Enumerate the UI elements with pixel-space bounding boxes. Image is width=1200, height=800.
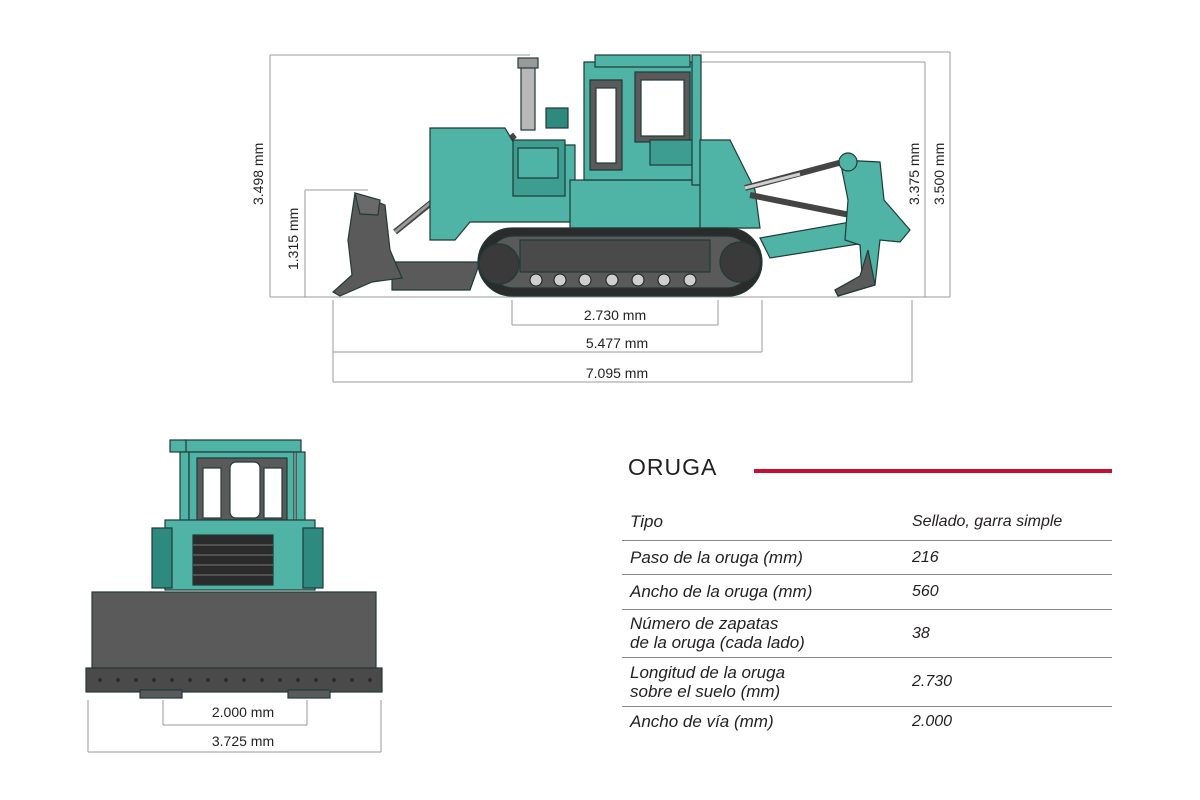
bulldozer-side-icon [333, 55, 910, 296]
table-row [622, 540, 1112, 574]
spec-label: Paso de la oruga (mm) [630, 547, 803, 567]
dim-total-length: 7.095 mm [585, 365, 649, 381]
spec-value: 216 [912, 548, 939, 566]
table-row [622, 503, 1112, 540]
spec-label: Tipo [630, 511, 663, 531]
spec-label: Ancho de vía (mm) [630, 711, 774, 731]
spec-value: 560 [912, 583, 939, 600]
dim-length-no-ripper: 5.477 mm [585, 335, 649, 351]
spec-title-rule [754, 469, 1112, 473]
table-row [622, 574, 1112, 609]
dim-cab-height: 3.375 mm [906, 142, 922, 205]
spec-value: Sellado, garra simple [912, 512, 1063, 530]
spec-label: Longitud de la oruga sobre el suelo (mm) [630, 662, 786, 701]
spec-label: Número de zapatas de la oruga (cada lado) [630, 614, 805, 652]
spec-value: 2.000 [912, 712, 953, 730]
dim-overall-height: 3.498 mm [250, 142, 266, 205]
dim-track-gauge: 2.000 mm [211, 704, 275, 720]
dim-total-height: 3.500 mm [931, 142, 947, 205]
table-row [622, 706, 1112, 736]
table-row [622, 657, 1112, 706]
spec-section-title: ORUGA [628, 454, 718, 480]
track-spec-table [622, 503, 1112, 736]
dim-blade-height: 1.315 mm [285, 207, 301, 270]
spec-value: 2.730 [912, 673, 953, 690]
spec-value: 38 [912, 624, 930, 642]
dim-blade-width: 3.725 mm [211, 733, 275, 749]
bulldozer-front-icon [86, 440, 382, 698]
dim-ground-track: 2.730 mm [583, 307, 647, 323]
spec-label: Ancho de la oruga (mm) [630, 582, 813, 601]
table-row [622, 609, 1112, 657]
front-view-drawing [0, 400, 420, 800]
